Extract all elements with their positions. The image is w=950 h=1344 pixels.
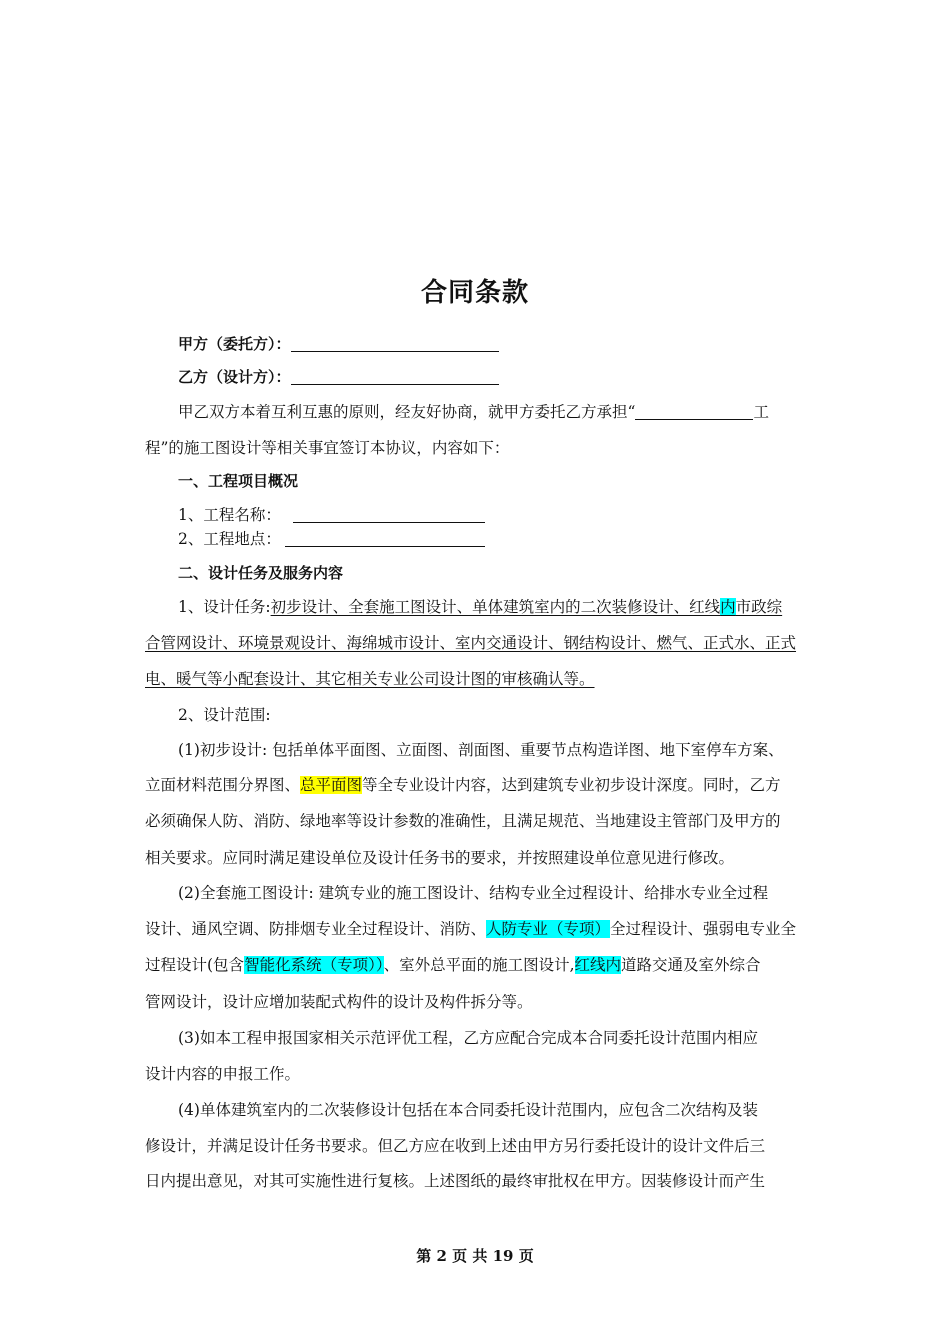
scope-p1-line-3: 必须确保人防、消防、绿地率等设计参数的准确性，且满足规范、当地建设主管部门及甲方的 — [145, 812, 781, 830]
section-2-heading: 二、设计任务及服务内容 — [178, 564, 344, 582]
project-name-line: 1、工程名称： — [178, 505, 843, 525]
party-b-line — [178, 367, 843, 387]
highlight-civil-defense: 人防专业（专项） — [486, 920, 611, 938]
scope-p4-line-3: 日内提出意见，对其可实施性进行复核。上述图纸的最终审批权在甲方。因装修设计而产生 — [145, 1172, 766, 1190]
highlight-intelligent-system: 智能化系统（专项）） — [244, 956, 384, 974]
task-line-3: 电、暖气等小配套设计、其它相关专业公司设计图的审核确认等。 — [145, 670, 595, 688]
scope-p4-line-1: (4)单体建筑室内的二次装修设计包括在本合同委托设计范围内，应包含二次结构及装 — [178, 1101, 758, 1119]
task-line-1: 1、设计任务:初步设计、全套施工图设计、单体建筑室内的二次装修设计、红线内市政综 — [178, 598, 783, 616]
scope-p2-line-4: 管网设计，设计应增加装配式构件的设计及构件拆分等。 — [145, 993, 533, 1011]
project-location-line: 2、工程地点： — [178, 529, 843, 549]
page-title: 合同条款 — [420, 278, 529, 308]
scope-p1-line-4: 相关要求。应同时满足建设单位及设计任务书的要求，并按照建设单位意见进行修改。 — [145, 849, 735, 867]
scope-p2-line-3: 过程设计(包含智能化系统（专项））、室外总平面的施工图设计,红线内道路交通及室外综合 — [145, 956, 761, 974]
section-1-heading: 一、工程项目概况 — [178, 472, 299, 490]
project-location-field — [285, 530, 485, 547]
intro-line-2: 程”的施工图设计等相关事宜签订本协议，内容如下： — [145, 439, 510, 457]
scope-p4-line-2: 修设计，并满足设计任务书要求。但乙方应在收到上述由甲方另行委托设计的设计文件后三 — [145, 1137, 766, 1155]
party-b-blank — [291, 368, 499, 385]
scope-p3-line-2: 设计内容的申报工作。 — [145, 1065, 301, 1083]
scope-p1-line-2: 立面材料范围分界图、总平面图等全专业设计内容，达到建筑专业初步设计深度。同时，乙方 — [145, 776, 781, 794]
scope-p2-line-1: (2)全套施工图设计: 建筑专业的施工图设计、结构专业全过程设计、给排水专业全过程 — [178, 884, 769, 902]
highlight-site-plan: 总平面图 — [300, 776, 363, 794]
highlight-red-line: 红线内 — [574, 956, 622, 974]
party-a-label: 甲方（委托方）： — [178, 335, 291, 353]
party-a-line — [178, 334, 843, 354]
party-a-blank — [291, 335, 499, 352]
scope-p3-line-1: (3)如本工程申报国家相关示范评优工程，乙方应配合完成本合同委托设计范围内相应 — [178, 1029, 758, 1047]
scope-label: 2、设计范围: — [178, 706, 271, 724]
intro-line-1: 甲乙双方本着互利互惠的原则，经友好协商，就甲方委托乙方承担“ 工 — [178, 403, 769, 421]
task-line-2: 合管网设计、环境景观设计、海绵城市设计、室内交通设计、钢结构设计、燃气、正式水、正式 — [145, 634, 797, 652]
page-number-footer: 第 2 页 共 19 页 — [416, 1247, 534, 1265]
project-name-blank — [635, 403, 753, 420]
scope-p2-line-2: 设计、通风空调、防排烟专业全过程设计、消防、人防专业（专项）全过程设计、强弱电专业全 — [145, 920, 797, 938]
project-name-field — [293, 506, 485, 523]
party-b-label: 乙方（设计方）： — [178, 368, 291, 386]
scope-p1-line-1: (1)初步设计: 包括单体平面图、立面图、剖面图、重要节点构造详图、地下室停车方案、 — [178, 741, 784, 759]
